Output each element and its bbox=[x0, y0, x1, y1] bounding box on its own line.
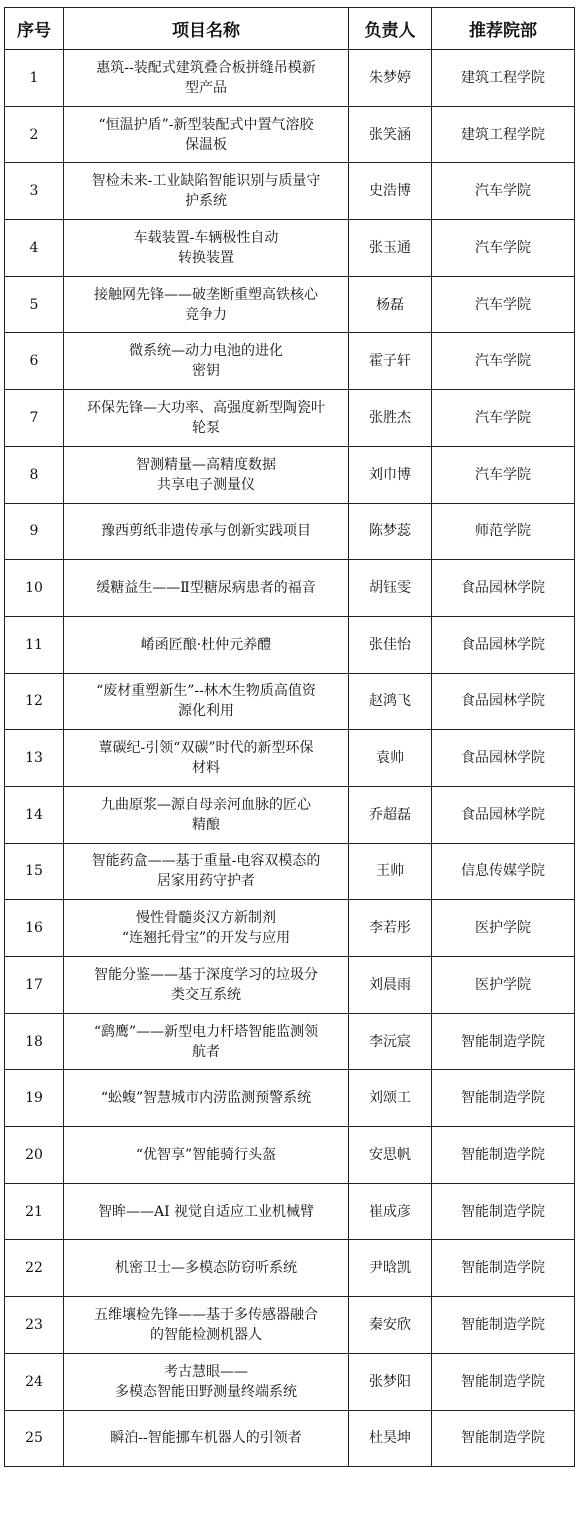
seq-cell: 11 bbox=[5, 616, 64, 673]
project-name-cell: 瞬泊--智能挪车机器人的引领者 bbox=[64, 1410, 349, 1467]
table-row bbox=[5, 786, 575, 843]
table-row bbox=[5, 50, 575, 107]
leader-cell: 张梦阳 bbox=[349, 1353, 432, 1410]
seq-cell: 3 bbox=[5, 163, 64, 220]
table-row bbox=[5, 616, 575, 673]
header-seq: 序号 bbox=[5, 8, 64, 50]
table-row bbox=[5, 1297, 575, 1354]
table-row bbox=[5, 1410, 575, 1467]
project-name-cell: 智检未来-工业缺陷智能识别与质量守 护系统 bbox=[64, 163, 349, 220]
department-cell: 汽车学院 bbox=[432, 163, 575, 220]
table-row bbox=[5, 1013, 575, 1070]
seq-cell: 19 bbox=[5, 1070, 64, 1127]
seq-cell: 8 bbox=[5, 446, 64, 503]
project-name-cell: 接触网先锋——破垄断重塑高铁核心 竞争力 bbox=[64, 276, 349, 333]
seq-cell: 15 bbox=[5, 843, 64, 900]
table-row bbox=[5, 276, 575, 333]
project-name-cell: 考古慧眼—— 多模态智能田野测量终端系统 bbox=[64, 1353, 349, 1410]
seq-cell: 25 bbox=[5, 1410, 64, 1467]
leader-cell: 崔成彦 bbox=[349, 1183, 432, 1240]
seq-cell: 17 bbox=[5, 957, 64, 1014]
leader-cell: 陈梦蕊 bbox=[349, 503, 432, 560]
project-name-cell: “优智享”智能骑行头盔 bbox=[64, 1127, 349, 1184]
seq-cell: 18 bbox=[5, 1013, 64, 1070]
project-name-cell: 缓糖益生——Ⅱ型糖尿病患者的福音 bbox=[64, 560, 349, 617]
department-cell: 智能制造学院 bbox=[432, 1240, 575, 1297]
table-row bbox=[5, 1240, 575, 1297]
seq-cell: 12 bbox=[5, 673, 64, 730]
table-row bbox=[5, 957, 575, 1014]
department-cell: 智能制造学院 bbox=[432, 1013, 575, 1070]
department-cell: 智能制造学院 bbox=[432, 1410, 575, 1467]
project-name-cell: 微系统—动力电池的进化 密钥 bbox=[64, 333, 349, 390]
leader-cell: 刘晨雨 bbox=[349, 957, 432, 1014]
department-cell: 食品园林学院 bbox=[432, 616, 575, 673]
project-name-cell: 豫西剪纸非遗传承与创新实践项目 bbox=[64, 503, 349, 560]
department-cell: 汽车学院 bbox=[432, 333, 575, 390]
project-table bbox=[4, 7, 575, 1467]
table-row bbox=[5, 1183, 575, 1240]
leader-cell: 安思帆 bbox=[349, 1127, 432, 1184]
seq-cell: 14 bbox=[5, 786, 64, 843]
leader-cell: 秦安欣 bbox=[349, 1297, 432, 1354]
seq-cell: 24 bbox=[5, 1353, 64, 1410]
department-cell: 汽车学院 bbox=[432, 276, 575, 333]
table-row bbox=[5, 730, 575, 787]
project-name-cell: “鹞鹰”——新型电力杆塔智能监测领 航者 bbox=[64, 1013, 349, 1070]
seq-cell: 7 bbox=[5, 390, 64, 447]
department-cell: 智能制造学院 bbox=[432, 1070, 575, 1127]
project-name-cell: 智能药盒——基于重量-电容双模态的 居家用药守护者 bbox=[64, 843, 349, 900]
department-cell: 食品园林学院 bbox=[432, 560, 575, 617]
table-row bbox=[5, 220, 575, 277]
table-body bbox=[5, 50, 575, 1467]
seq-cell: 10 bbox=[5, 560, 64, 617]
seq-cell: 22 bbox=[5, 1240, 64, 1297]
leader-cell: 刘巾博 bbox=[349, 446, 432, 503]
table-row bbox=[5, 333, 575, 390]
table-row bbox=[5, 503, 575, 560]
seq-cell: 4 bbox=[5, 220, 64, 277]
table-row bbox=[5, 446, 575, 503]
leader-cell: 杨磊 bbox=[349, 276, 432, 333]
department-cell: 建筑工程学院 bbox=[432, 50, 575, 107]
department-cell: 智能制造学院 bbox=[432, 1297, 575, 1354]
table-row bbox=[5, 163, 575, 220]
leader-cell: 张笑涵 bbox=[349, 106, 432, 163]
department-cell: 建筑工程学院 bbox=[432, 106, 575, 163]
table-row bbox=[5, 1127, 575, 1184]
leader-cell: 尹晗凯 bbox=[349, 1240, 432, 1297]
header-leader: 负责人 bbox=[349, 8, 432, 50]
project-name-cell: 慢性骨髓炎汉方新制剂 “连翘托骨宝”的开发与应用 bbox=[64, 900, 349, 957]
seq-cell: 5 bbox=[5, 276, 64, 333]
department-cell: 汽车学院 bbox=[432, 446, 575, 503]
header-project-name: 项目名称 bbox=[64, 8, 349, 50]
leader-cell: 张玉通 bbox=[349, 220, 432, 277]
project-name-cell: 九曲原浆—源自母亲河血脉的匠心 精酿 bbox=[64, 786, 349, 843]
project-name-cell: 五维壤检先锋——基于多传感器融合 的智能检测机器人 bbox=[64, 1297, 349, 1354]
department-cell: 智能制造学院 bbox=[432, 1353, 575, 1410]
seq-cell: 16 bbox=[5, 900, 64, 957]
seq-cell: 1 bbox=[5, 50, 64, 107]
table-row bbox=[5, 560, 575, 617]
seq-cell: 13 bbox=[5, 730, 64, 787]
department-cell: 食品园林学院 bbox=[432, 673, 575, 730]
seq-cell: 21 bbox=[5, 1183, 64, 1240]
department-cell: 医护学院 bbox=[432, 957, 575, 1014]
table-row bbox=[5, 673, 575, 730]
leader-cell: 霍子轩 bbox=[349, 333, 432, 390]
seq-cell: 23 bbox=[5, 1297, 64, 1354]
project-name-cell: 智能分鉴——基于深度学习的垃圾分 类交互系统 bbox=[64, 957, 349, 1014]
leader-cell: 王帅 bbox=[349, 843, 432, 900]
project-name-cell: 环保先锋—大功率、高强度新型陶瓷叶 轮泵 bbox=[64, 390, 349, 447]
header-department: 推荐院部 bbox=[432, 8, 575, 50]
seq-cell: 20 bbox=[5, 1127, 64, 1184]
seq-cell: 2 bbox=[5, 106, 64, 163]
project-name-cell: “蚣蝮”智慧城市内涝监测预警系统 bbox=[64, 1070, 349, 1127]
department-cell: 汽车学院 bbox=[432, 220, 575, 277]
seq-cell: 9 bbox=[5, 503, 64, 560]
leader-cell: 杜昊坤 bbox=[349, 1410, 432, 1467]
leader-cell: 朱梦婷 bbox=[349, 50, 432, 107]
leader-cell: 乔超磊 bbox=[349, 786, 432, 843]
project-name-cell: 车载装置-车辆极性自动 转换装置 bbox=[64, 220, 349, 277]
table-row bbox=[5, 900, 575, 957]
department-cell: 信息传媒学院 bbox=[432, 843, 575, 900]
department-cell: 食品园林学院 bbox=[432, 730, 575, 787]
project-name-cell: 惠筑--装配式建筑叠合板拼缝吊模新 型产品 bbox=[64, 50, 349, 107]
project-name-cell: 崤函匠酿·杜仲元养醴 bbox=[64, 616, 349, 673]
leader-cell: 刘颂工 bbox=[349, 1070, 432, 1127]
department-cell: 智能制造学院 bbox=[432, 1183, 575, 1240]
project-name-cell: 智测精量—高精度数据 共享电子测量仪 bbox=[64, 446, 349, 503]
project-name-cell: “废材重塑新生”--林木生物质高值资 源化利用 bbox=[64, 673, 349, 730]
table-header-row bbox=[5, 8, 575, 50]
leader-cell: 李沅宸 bbox=[349, 1013, 432, 1070]
project-name-cell: 智眸——AI 视觉自适应工业机械臂 bbox=[64, 1183, 349, 1240]
department-cell: 师范学院 bbox=[432, 503, 575, 560]
leader-cell: 赵鸿飞 bbox=[349, 673, 432, 730]
table-row bbox=[5, 106, 575, 163]
project-name-cell: 蕈碳纪-引领“双碳”时代的新型环保 材料 bbox=[64, 730, 349, 787]
leader-cell: 张胜杰 bbox=[349, 390, 432, 447]
leader-cell: 袁帅 bbox=[349, 730, 432, 787]
department-cell: 汽车学院 bbox=[432, 390, 575, 447]
seq-cell: 6 bbox=[5, 333, 64, 390]
department-cell: 食品园林学院 bbox=[432, 786, 575, 843]
leader-cell: 张佳怡 bbox=[349, 616, 432, 673]
table-row bbox=[5, 1353, 575, 1410]
table-row bbox=[5, 390, 575, 447]
project-name-cell: “恒温护盾”-新型装配式中置气溶胶 保温板 bbox=[64, 106, 349, 163]
department-cell: 医护学院 bbox=[432, 900, 575, 957]
project-name-cell: 机密卫士—多模态防窃听系统 bbox=[64, 1240, 349, 1297]
department-cell: 智能制造学院 bbox=[432, 1127, 575, 1184]
leader-cell: 胡钰雯 bbox=[349, 560, 432, 617]
table-row bbox=[5, 1070, 575, 1127]
table-row bbox=[5, 843, 575, 900]
leader-cell: 李若彤 bbox=[349, 900, 432, 957]
leader-cell: 史浩博 bbox=[349, 163, 432, 220]
